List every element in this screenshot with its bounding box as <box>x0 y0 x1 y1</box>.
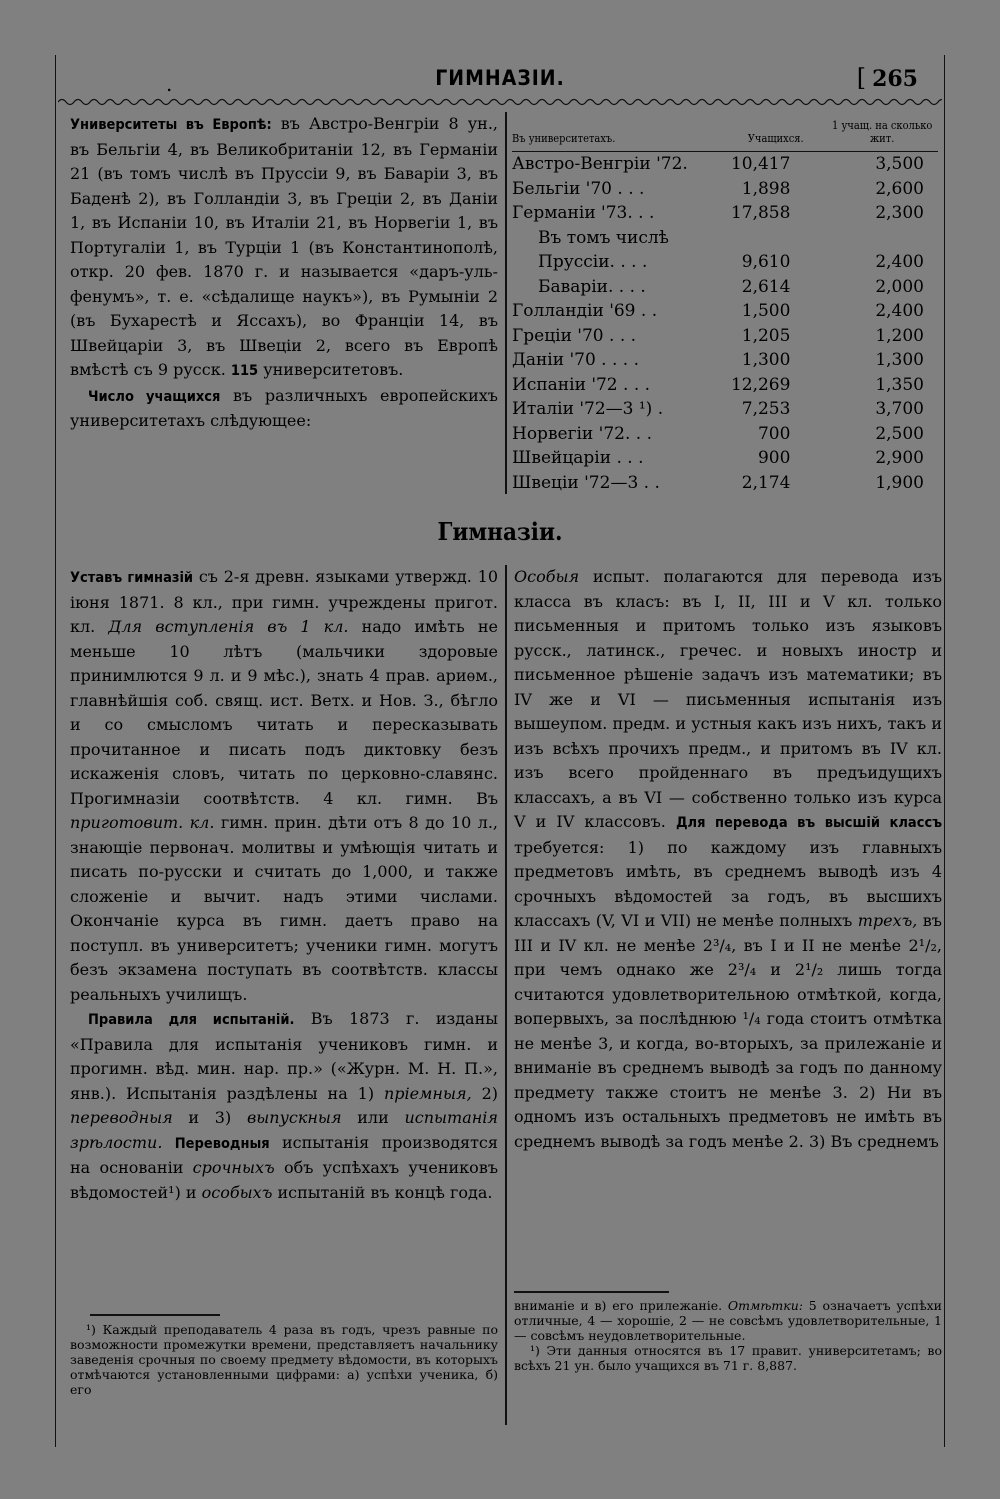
table-cell-ratio: 2,500 <box>875 423 924 444</box>
table-cell-students: 1,205 <box>741 325 791 346</box>
table-cell-ratio: 3,700 <box>875 399 924 419</box>
table-cell-students: 700 <box>757 423 791 444</box>
table-row <box>512 324 938 349</box>
upper-column-divider <box>505 112 507 494</box>
table-row <box>512 152 938 177</box>
table-cell-students: 12,269 <box>730 374 791 395</box>
table-row <box>512 201 938 226</box>
table-cell-students: 1,500 <box>741 301 791 321</box>
table-cell-university: Швеціи '72—3 . . <box>512 472 660 493</box>
universities-paragraph: Университеты въ Европѣ: въ Австро-Венгріи 8 ун., въ Бельгіи 4, въ Великобританіи 12, въ Германіи 21 (въ томъ числѣ въ Пруссіи 9, въ Баваріи 3, въ Баденѣ 2), въ Голландіи 3, въ Греціи 2, въ Даніи 1, въ Испаніи 10, въ Италіи 21, въ Норвегіи 1, въ Португаліи 1, въ Турціи 1 (въ Константинополѣ, откр. 20 фев. 1870 г. и называется «даръ-уль-фенумъ», т. е. «сѣдалище наукъ»), въ Румыніи 2 (въ Бухарестѣ и Яссахъ), во Франціи 14, въ Швейцаріи 3, въ Швеціи 2, всего въ Европѣ вмѣстѣ съ 9 русск. 115 университетовъ. Число учащихся въ различныхъ европейскихъ университетахъ слѣдующее: <box>70 114 498 430</box>
header-wavy-rule <box>58 96 942 108</box>
table-cell-students: 1,300 <box>741 350 791 370</box>
table-cell-ratio: 1,200 <box>875 325 924 346</box>
table-cell-ratio: 2,400 <box>875 301 924 321</box>
footnote-rule-left <box>90 1314 220 1316</box>
table-cell-university: Испаніи '72 . . . <box>512 374 651 395</box>
table-cell-ratio: 2,900 <box>875 448 924 468</box>
table-row <box>512 397 938 422</box>
gymnasium-statute-text: Уставъ гимназій съ 2-я древн. языками утвержд. 10 іюня 1871. 8 кл., при гимн. учреждены пригот. кл. Для вступленія въ 1 кл. надо имѣть не меньше 10 лѣтъ (мальчики здоровые принимлются 9 л. и 9 мѣс.), знать 4 прав. ариѳм., главнѣйшія соб. свящ. ист. Ветх. и Нов. З., бѣгло и со смысломъ читать и пересказывать прочитанное и писать подъ диктовку безъ искаженія словъ, читать по церковно-славянс. Прогимназіи соотвѣтств. 4 кл. гимн. Въ приготовит. кл. гимн. прин. дѣти отъ 8 до 10 л., знающіе первонач. молитвы и умѣющія читать и писать по-русски и считать до 1,000, и также сложеніе и вычит. надъ этими числами. Окончаніе курса въ гимн. даетъ право на поступл. въ университетъ; ученики гимн. могутъ безъ экзамена поступать въ соотвѣтств. классы реальныхъ училищъ. Правила для испытаній. Въ 1873 г. изданы «Правила для испытанія учениковъ гимн. и прогимн. вѣд. мин. нар. пр.» («Журн. М. Н. П.», янв.). Испытанія раздѣлены на 1) пріемныя, 2) переводныя и 3) выпускныя или испытанія зрѣлости. Переводныя испытанія производятся на основаніи срочныхъ объ успѣхахъ учениковъ вѣдомостей¹) и особыхъ испытаній въ концѣ года. <box>70 567 499 1202</box>
table-cell-university: Въ томъ числѣ <box>538 227 669 248</box>
header-dot: . <box>166 72 173 96</box>
page-number: [ 265 <box>856 64 918 92</box>
table-cell-ratio: 1,300 <box>875 350 924 370</box>
table-cell-students: 2,614 <box>741 276 791 297</box>
table-cell-students: 17,858 <box>730 203 791 223</box>
running-header <box>58 62 942 98</box>
table-cell-university: Швейцаріи . . . <box>512 448 644 468</box>
table-row <box>512 348 938 373</box>
table-row <box>512 373 938 398</box>
table-cell-university: Голландіи '69 . . <box>512 301 658 321</box>
table-cell-ratio: 1,350 <box>875 374 924 395</box>
table-header-row <box>512 115 938 152</box>
table-cell-university: Греціи '70 . . . <box>512 325 637 346</box>
footnote-left: ¹) Каждый преподаватель 4 раза въ годъ, чрезъ равные по возможности промежутки времени, представляетъ начальнику заведенія срочныя по своему предмету вѣдомости, въ которыхъ отмѣчаются установленными цифрами: а) успѣхи ученика, б) его <box>70 1322 498 1397</box>
table-cell-university: Пруссіи. . . . <box>538 252 648 272</box>
table-cell-university: Бельгіи '70 . . . <box>512 178 645 199</box>
table-cell-university: Баваріи. . . . <box>538 276 646 297</box>
col-header-ratio: 1 учащ. на сколько жит. <box>832 119 933 145</box>
table-cell-students: 2,174 <box>741 472 791 493</box>
university-students-table <box>512 115 938 495</box>
table-row <box>512 177 938 202</box>
col-header-universities: Въ университетахъ. <box>512 132 616 145</box>
table-cell-university: Австро-Венгріи '72. <box>512 152 725 177</box>
table-cell-ratio <box>826 226 938 251</box>
table-cell-university: Норвегіи '72. . . <box>512 423 652 444</box>
table-cell-ratio: 2,300 <box>875 203 924 223</box>
table-cell-ratio: 2,000 <box>875 276 924 297</box>
table-row <box>512 275 938 300</box>
table-cell-students: 1,898 <box>741 178 791 199</box>
table-cell-university: Даніи '70 . . . . <box>512 350 639 370</box>
header-title: ГИМНАЗIИ. <box>435 66 565 90</box>
table-cell-ratio: 2,400 <box>875 252 924 272</box>
table-row <box>512 250 938 275</box>
table-cell-students <box>725 226 826 251</box>
table-cell-university: Италіи '72—3 ¹) . <box>512 399 664 419</box>
page-number-value: 265 <box>872 66 918 92</box>
table-cell-ratio: 2,600 <box>875 178 924 199</box>
table-cell-ratio: 3,500 <box>826 152 938 177</box>
table-cell-students: 9,610 <box>741 252 791 272</box>
table-cell-ratio: 1,900 <box>875 472 924 493</box>
table-cell-students: 7,253 <box>741 399 791 419</box>
col-header-students: Учащихся. <box>747 132 804 145</box>
table-row <box>512 446 938 471</box>
table-row <box>512 422 938 447</box>
section-title: Гимназіи. <box>437 517 563 546</box>
table-cell-students: 900 <box>757 448 791 468</box>
table-row <box>512 226 938 251</box>
exam-rules-text: Особыя испыт. полагаются для перевода изъ класса въ класъ: въ I, II, III и V кл. только письменныя и притомъ только изъ языковъ русск., латинск., гречес. и новыхъ иностр и письменное рѣшеніе задачъ изъ математики; въ IV же и VI — письменныя испытанія изъ вышеупом. предм. и устныя какъ изъ нихъ, такъ и изъ всѣхъ прочихъ предм., и притомъ въ IV кл. изъ всего пройденнаго въ предъидущихъ классахъ, а въ VI — собственно только изъ курса V и IV классовъ. Для перевода въ высшій классъ требуется: 1) по каждому изъ главныхъ предметовъ имѣть, въ среднемъ выводѣ изъ 4 срочныхъ вѣдомостей за годъ, въ высшихъ классахъ (V, VI и VII) не менѣе полныхъ трехъ, въ III и IV кл. не менѣе 2³/₄, въ I и II не менѣе 2¹/₂, при чемъ однако же 2³/₄ и 2¹/₂ лишь тогда считаются удовлетворительною отмѣткой, когда, вопервыхъ, за послѣднюю ¹/₄ года стоитъ отмѣтка не менѣе 3, и когда, во-вторыхъ, за прилежаніе и вниманіе въ среднемъ выводѣ за годъ по данному предмету также стоитъ не менѣе 3. 2) Ни въ одномъ изъ остальныхъ предметовъ не имѣть въ среднемъ выводѣ за годъ менѣе 2. 3) Въ среднемъ <box>514 567 943 1151</box>
table-cell-university: Германіи '73. . . <box>512 203 655 223</box>
table-row <box>512 299 938 324</box>
lower-column-divider <box>505 565 507 1425</box>
table-row <box>512 471 938 496</box>
footnote-rule-right <box>514 1291 669 1293</box>
footnote-right: вниманіе и в) его прилежаніе. Отмѣтки: 5 означаетъ успѣхи отличные, 4 — хорошіе, 2 — не совсѣмъ удовлетворительные, 1 — совсѣмъ неудовлетворительные. ¹) Эти данныя относятся въ 17 правит. университетамъ; во всѣхъ 21 ун. было учащихся въ 71 г. 8,887. <box>514 1298 943 1373</box>
table-cell-students: 10,417 <box>725 152 826 177</box>
